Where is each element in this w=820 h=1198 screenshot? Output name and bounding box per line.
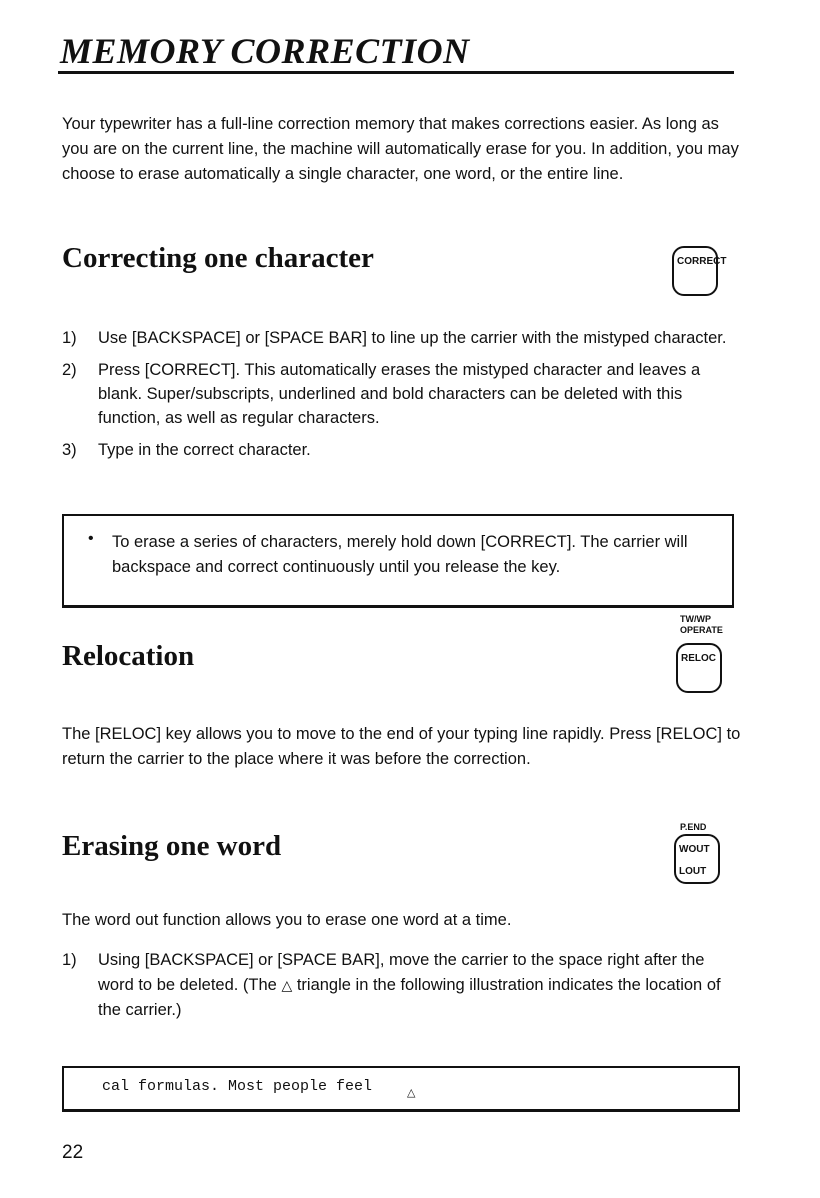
heading-erasing-one-word: Erasing one word — [62, 830, 282, 862]
correcting-steps — [62, 326, 738, 470]
step-1 — [62, 326, 738, 350]
word-out-intro: The word out function allows you to erase one word at a time. — [62, 911, 512, 929]
step-text: Type in the correct character. — [98, 441, 311, 459]
step-3 — [62, 438, 738, 462]
title-rule — [58, 71, 734, 74]
heading-correcting-one-character: Correcting one character — [62, 242, 374, 274]
reloc-key-label: RELOC — [681, 653, 716, 664]
step-text-b: triangle in the following illustration indicates the location of the carrier.) — [98, 976, 721, 1019]
correct-key-icon — [672, 246, 727, 296]
erase-step-1 — [62, 948, 742, 1023]
heading-relocation: Relocation — [62, 640, 195, 672]
triangle-icon: △ — [281, 977, 293, 993]
step-number: 1) — [62, 951, 77, 969]
page-number: 22 — [62, 1142, 84, 1163]
relocation-paragraph: The [RELOC] key allows you to move to the end of your typing line rapidly. Press [RELOC] to return the carrier to the place where it was before the correction. — [62, 725, 741, 768]
step-text: Use [BACKSPACE] or [SPACE BAR] to line up the carrier with the mistyped character. — [98, 329, 727, 347]
note-text: To erase a series of characters, merely hold down [CORRECT]. The carrier will backspace and correct continuously until you release the key. — [112, 533, 688, 576]
pend-key-top-label: P.END — [680, 822, 707, 832]
wout-key-label: WOUT — [679, 844, 710, 855]
bullet-icon: • — [88, 530, 94, 547]
page-title: MEMORY CORRECTION — [60, 31, 470, 71]
reloc-key-top-line1: TW/WP — [680, 614, 711, 624]
step-text — [62, 948, 742, 1023]
reloc-key-top-label — [680, 614, 723, 636]
correct-key-label: CORRECT — [677, 256, 727, 267]
wout-lout-key-icon — [674, 834, 720, 884]
step-text: Press [CORRECT]. This automatically erases the mistyped character and leaves a blank. Super/subscripts, underlined and bold characters can be deleted with this function, as well as regular characters. — [98, 361, 701, 427]
example-text: cal formulas. Most people feel — [102, 1078, 373, 1095]
step-number: 3) — [62, 441, 77, 459]
step-text-a: Using [BACKSPACE] or [SPACE BAR], move the carrier to the space right after the word to be deleted. (The — [98, 951, 705, 994]
lout-key-label: LOUT — [679, 866, 707, 877]
step-2 — [62, 358, 738, 430]
carrier-triangle-icon: △ — [407, 1087, 416, 1099]
step-number: 2) — [62, 361, 77, 379]
step-number: 1) — [62, 329, 77, 347]
example-box — [62, 1066, 740, 1112]
reloc-key-icon — [676, 643, 722, 693]
intro-paragraph: Your typewriter has a full-line correction memory that makes corrections easier. As long as you are on the current line, the machine will automatically erase for you. In addition, you may choose to erase automatically a single character, one word, or the entire line. — [62, 115, 739, 183]
reloc-key-top-line2: OPERATE — [680, 625, 723, 635]
note-box — [62, 514, 734, 608]
